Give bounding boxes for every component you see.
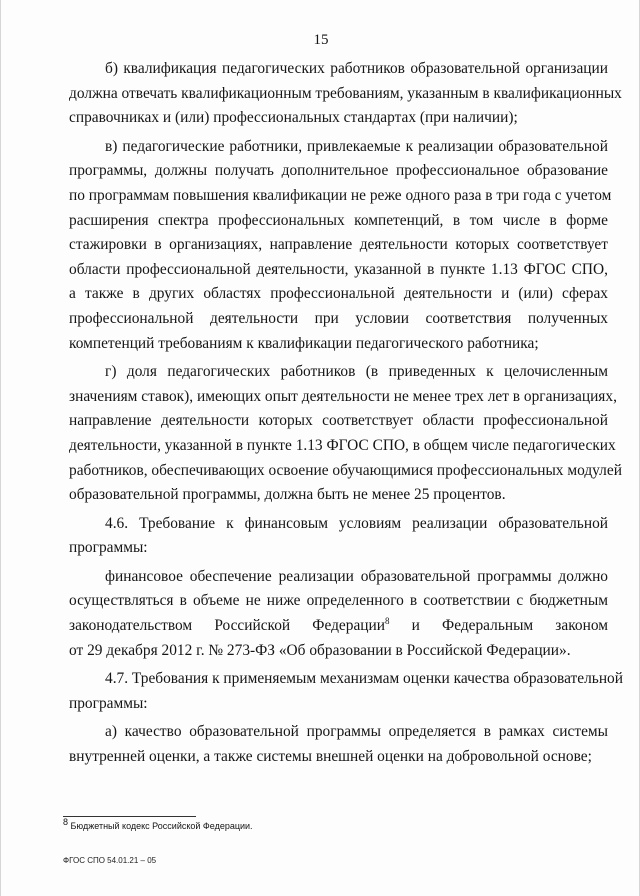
paragraph [69,720,608,769]
text-line: финансовое обеспечение реализации образовательной программы должно [105,567,608,585]
footnote-marker: 8 [63,817,69,827]
document-footer-code: ФГОС СПО 54.01.21 – 05 [63,856,157,865]
text-line: образовательной программы, должна быть не менее 25 процентов. [69,486,506,504]
paragraph [69,360,622,508]
text-line: области профессиональной деятельности, указанной в пункте 1.13 ФГОС СПО, [69,260,608,278]
text-line: программы, должны получать дополнительное профессиональное образование [69,162,608,180]
text-line: программы: [69,694,148,712]
footnote-separator [63,816,196,817]
text-line: работников, обеспечивающих освоение обучающимися профессиональных модулей [69,461,622,479]
paragraph [69,512,608,561]
text-line: программы: [69,539,148,557]
text-line: в) педагогические работники, привлекаемые к реализации образовательной [105,137,608,155]
text-fragment: законодательством Российской Федерации [69,617,385,635]
footnote [63,817,253,831]
text-line: от 29 декабря 2012 г. № 273-ФЗ «Об образовании в Российской Федерации». [69,641,571,659]
text-line: 4.6. Требование к финансовым условиям реализации образовательной [105,514,608,532]
footnote-text: Бюджетный кодекс Российской Федерации. [68,821,253,831]
text-line: должна отвечать квалификационным требованиям, указанным в квалификационных [69,84,622,102]
paragraph [69,135,612,356]
paragraph [69,57,622,131]
text-line: осуществляться в объеме не ниже определенного в соответствии с бюджетным [69,592,608,610]
text-line: значениям ставок), имеющих опыт деятельности не менее трех лет в организациях, [69,387,617,405]
document-body [69,57,623,774]
text-fragment: и Федеральным законом [389,617,608,635]
text-line: по программам повышения квалификации не реже одного раза в три года с учетом [69,186,612,204]
paragraph [69,667,623,716]
footnote-reference: 8 [385,615,390,626]
text-line: компетенций требованиям к квалификации педагогического работника; [69,334,539,352]
text-line: направление деятельности которых соответствует области профессиональной [69,412,608,430]
text-line: а также в других областях профессиональной деятельности и (или) сферах [69,285,608,303]
text-line: расширения спектра профессиональных компетенций, в том числе в форме [69,211,608,229]
text-line: г) доля педагогических работников (в приведенных к целочисленным [105,363,608,381]
text-line [69,614,608,639]
text-line: внутренней оценки, а также системы внешней оценки на добровольной основе; [69,748,592,766]
text-line: стажировки в организациях, направление деятельности которых соответствует [69,236,608,254]
text-line: справочниках и (или) профессиональных стандартах (при наличии); [69,109,518,127]
text-line: б) квалификация педагогических работников образовательной организации [105,60,608,77]
text-line: профессиональной деятельности при условии соответствия полученных [69,309,608,327]
page-number: 15 [313,32,329,48]
text-line: деятельности, указанной в пункте 1.13 ФГОС СПО, в общем числе педагогических [69,436,616,454]
text-line: а) качество образовательной программы определяется в рамках системы [105,723,608,741]
text-line: 4.7. Требования к применяемым механизмам оценки качества образовательной [105,670,623,688]
paragraph [69,565,608,663]
